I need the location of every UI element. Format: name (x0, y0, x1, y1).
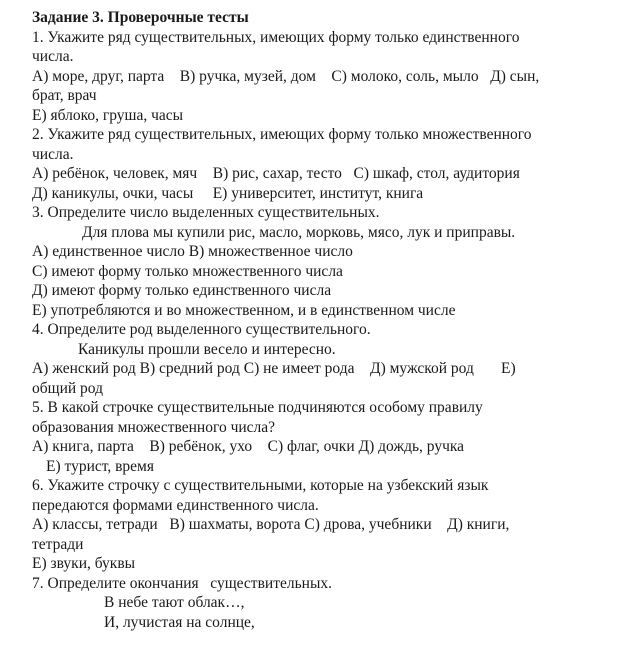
q1-options-line-2: брат, врач (32, 87, 97, 104)
q5-options-line-2: Е) турист, время (46, 457, 154, 475)
q2-options-line-1: А) ребёнок, человек, мяч В) рис, сахар, тесто С) шкаф, стол, аудитория (32, 165, 520, 182)
q4-example-sentence: Каникулы прошли весело и интересно. (78, 340, 336, 358)
q3-option-c: С) имеют форму только множественного числа (32, 262, 343, 280)
q3-option-a-b: А) единственное число В) множественное число (32, 243, 353, 260)
q6-question-line-1: 6. Укажите строчку с существительными, которые на узбекский язык (32, 477, 489, 494)
q2-question-line-2: числа. (32, 145, 74, 163)
q6-options-line-3: Е) звуки, буквы (32, 555, 136, 572)
q3-question: 3. Определите число выделенных существительных. (32, 204, 380, 221)
q3-option-d: Д) имеют форму только единственного числа (32, 282, 332, 299)
q1-options-line-3: Е) яблоко, груша, часы (32, 106, 184, 124)
q2-question-line-1: 2. Укажите ряд существительных, имеющих форму только множественного (32, 126, 532, 143)
q5-question-line-1: 5. В какой строчке существительные подчиняются особому правилу (32, 399, 483, 416)
q2-options-line-2: Д) каникулы, очки, часы Е) университет, институт, книга (32, 184, 424, 202)
q3-option-e: Е) употребляются и во множественном, и в единственном числе (32, 301, 456, 319)
q6-options-line-1: А) классы, тетради В) шахматы, ворота С) дрова, учебники Д) книги, (32, 516, 510, 533)
document-title: Задание 3. Проверочные тесты (32, 9, 249, 26)
q1-options-line-1: А) море, друг, парта В) ручка, музей, дом С) молоко, соль, мыло Д) сын, (32, 67, 540, 85)
q7-poem-line-2: И, лучистая на солнце, (104, 613, 255, 631)
q5-question-line-2: образования множественного числа? (32, 418, 276, 436)
q7-question: 7. Определите окончания существительных. (32, 574, 332, 592)
q3-example-sentence: Для плова мы купили рис, масло, морковь, мясо, лук и приправы. (82, 223, 516, 241)
q6-options-line-2: тетради (32, 535, 84, 553)
q4-options-line-1: А) женский род В) средний род С) не имеет рода Д) мужской род Е) (32, 360, 516, 377)
q1-question-line-1: 1. Укажите ряд существительных, имеющих форму только единственного (32, 28, 520, 46)
q4-options-line-2: общий род (32, 379, 103, 397)
q7-poem-line-1: В небе тают облак…, (104, 594, 245, 611)
q4-question: 4. Определите род выделенного существительного. (32, 321, 371, 338)
q1-question-line-2: числа. (32, 48, 74, 65)
q5-options-line-1: А) книга, парта В) ребёнок, ухо С) флаг, очки Д) дождь, ручка (32, 438, 465, 455)
q6-question-line-2: передаются формами единственного числа. (32, 496, 319, 514)
